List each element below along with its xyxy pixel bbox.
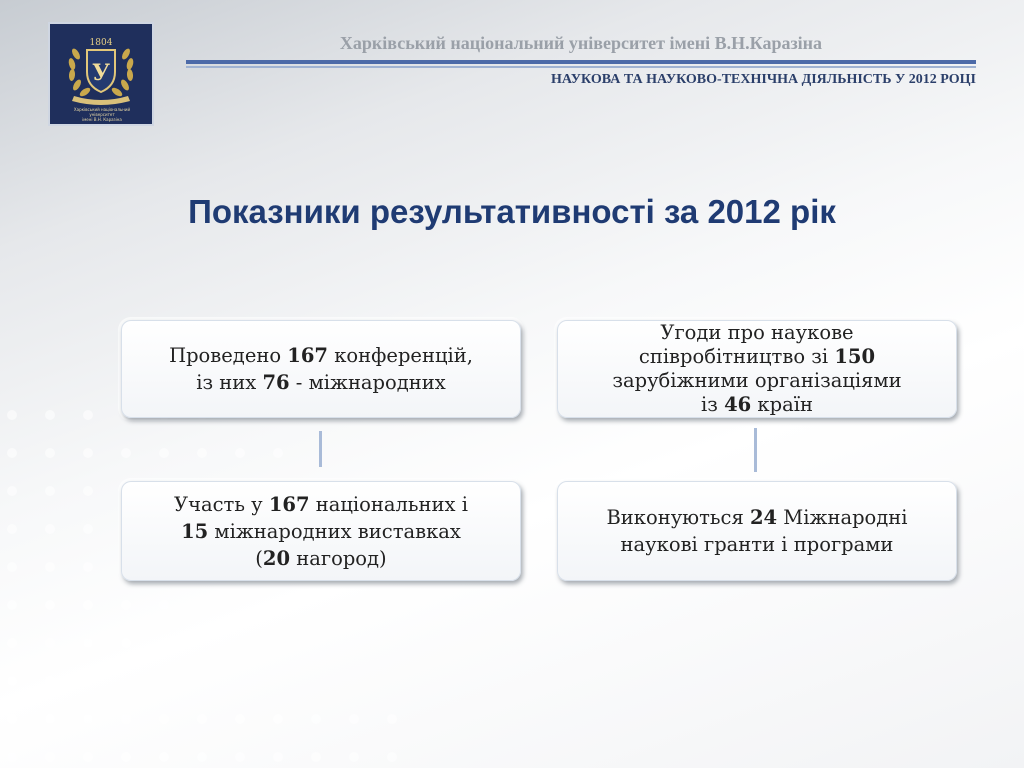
card-text-segment: із	[701, 393, 725, 416]
section-title: НАУКОВА ТА НАУКОВО-ТЕХНІЧНА ДІЯЛЬНІСТЬ У 2012 РОЦІ	[551, 72, 976, 87]
logo-caption-line2: імені В.Н. Каразіна	[82, 117, 122, 122]
background-dot	[83, 714, 93, 724]
background-dot	[7, 448, 17, 458]
stat-card-grants	[557, 481, 957, 581]
background-dot	[45, 638, 55, 648]
background-dot	[235, 448, 245, 458]
background-dot	[7, 562, 17, 572]
card-text	[169, 342, 473, 396]
connector-left	[319, 431, 322, 467]
logo-year: 1804	[89, 38, 113, 48]
background-dot	[387, 714, 397, 724]
background-dot	[83, 600, 93, 610]
background-dot	[83, 410, 93, 420]
card-text-segment: Проведено	[169, 344, 288, 367]
background-dot	[387, 752, 397, 762]
logo-letter: У	[92, 60, 110, 86]
card-text	[174, 491, 468, 572]
background-dot	[7, 524, 17, 534]
background-dot	[7, 486, 17, 496]
background-dot	[45, 562, 55, 572]
background-dot	[159, 600, 169, 610]
background-dot	[235, 714, 245, 724]
background-dot	[197, 448, 207, 458]
background-dot	[83, 448, 93, 458]
university-logo	[48, 22, 154, 126]
background-dot	[273, 714, 283, 724]
card-text-segment: співробітництво зі	[638, 345, 835, 368]
card-text-segment: (	[255, 546, 263, 570]
background-dot	[83, 638, 93, 648]
background-dot	[45, 486, 55, 496]
background-dot	[83, 524, 93, 534]
background-dot	[159, 714, 169, 724]
card-text-segment: Виконуються	[606, 506, 750, 529]
background-dot	[7, 638, 17, 648]
stat-card-exhibitions	[121, 481, 521, 581]
card-text	[612, 321, 901, 417]
background-dot	[197, 752, 207, 762]
background-dot	[7, 752, 17, 762]
card-number: 46	[724, 393, 752, 416]
background-dot	[7, 676, 17, 686]
background-dot	[7, 410, 17, 420]
background-dot	[121, 638, 131, 648]
university-name: Харківський національний університет імені В.Н.Каразіна	[339, 33, 823, 53]
background-dot	[83, 486, 93, 496]
card-text-segment: конференцій,	[328, 344, 473, 367]
card-number: 167	[287, 344, 329, 367]
logo-caption	[66, 107, 138, 122]
background-dot	[83, 752, 93, 762]
card-text-segment: нагород)	[290, 546, 387, 570]
header-rule-secondary	[186, 66, 976, 68]
background-dot	[45, 448, 55, 458]
background-dot	[197, 714, 207, 724]
background-dot	[45, 524, 55, 534]
background-dot	[159, 448, 169, 458]
card-text-segment: країн	[751, 393, 813, 416]
logo-caption-line1: Харківський національний університет	[73, 107, 131, 117]
header-rule	[186, 60, 976, 64]
background-dot	[311, 714, 321, 724]
card-text-segment: Участь у	[174, 492, 269, 516]
background-dot	[121, 448, 131, 458]
card-number: 24	[749, 506, 778, 529]
stat-card-conferences	[121, 320, 521, 418]
background-dot	[83, 562, 93, 572]
card-number: 15	[181, 519, 209, 543]
background-dot	[159, 752, 169, 762]
card-text-segment: національних і	[309, 492, 468, 516]
card-text-segment: Міжнародні	[777, 506, 908, 529]
background-dot	[45, 714, 55, 724]
card-text-segment: зарубіжними організаціями	[612, 369, 902, 392]
connector-right	[754, 428, 757, 472]
background-dot	[7, 600, 17, 610]
background-dot	[83, 676, 93, 686]
background-dot	[7, 714, 17, 724]
background-dot	[349, 714, 359, 724]
card-text-segment: із них	[196, 371, 263, 394]
page-title: Показники результативності за 2012 рік	[188, 193, 836, 230]
background-dot	[45, 676, 55, 686]
card-number: 167	[268, 492, 310, 516]
background-dot	[121, 752, 131, 762]
background-dot	[349, 752, 359, 762]
background-dot	[121, 600, 131, 610]
card-text-segment: наукові гранти і програми	[620, 533, 894, 556]
stat-card-agreements	[557, 320, 957, 418]
background-dot	[45, 752, 55, 762]
background-dot	[45, 410, 55, 420]
card-number: 20	[262, 546, 291, 570]
background-dot	[235, 752, 245, 762]
card-text-segment: - міжнародних	[289, 371, 446, 394]
background-dot	[311, 752, 321, 762]
background-dot	[273, 752, 283, 762]
background-dot	[45, 600, 55, 610]
background-dot	[273, 448, 283, 458]
card-number: 150	[834, 345, 876, 368]
card-text-segment: міжнародних виставках	[208, 519, 461, 543]
card-text	[606, 504, 907, 558]
card-text-segment: Угоди про наукове	[660, 321, 854, 344]
background-dot	[121, 714, 131, 724]
card-number: 76	[262, 371, 290, 394]
